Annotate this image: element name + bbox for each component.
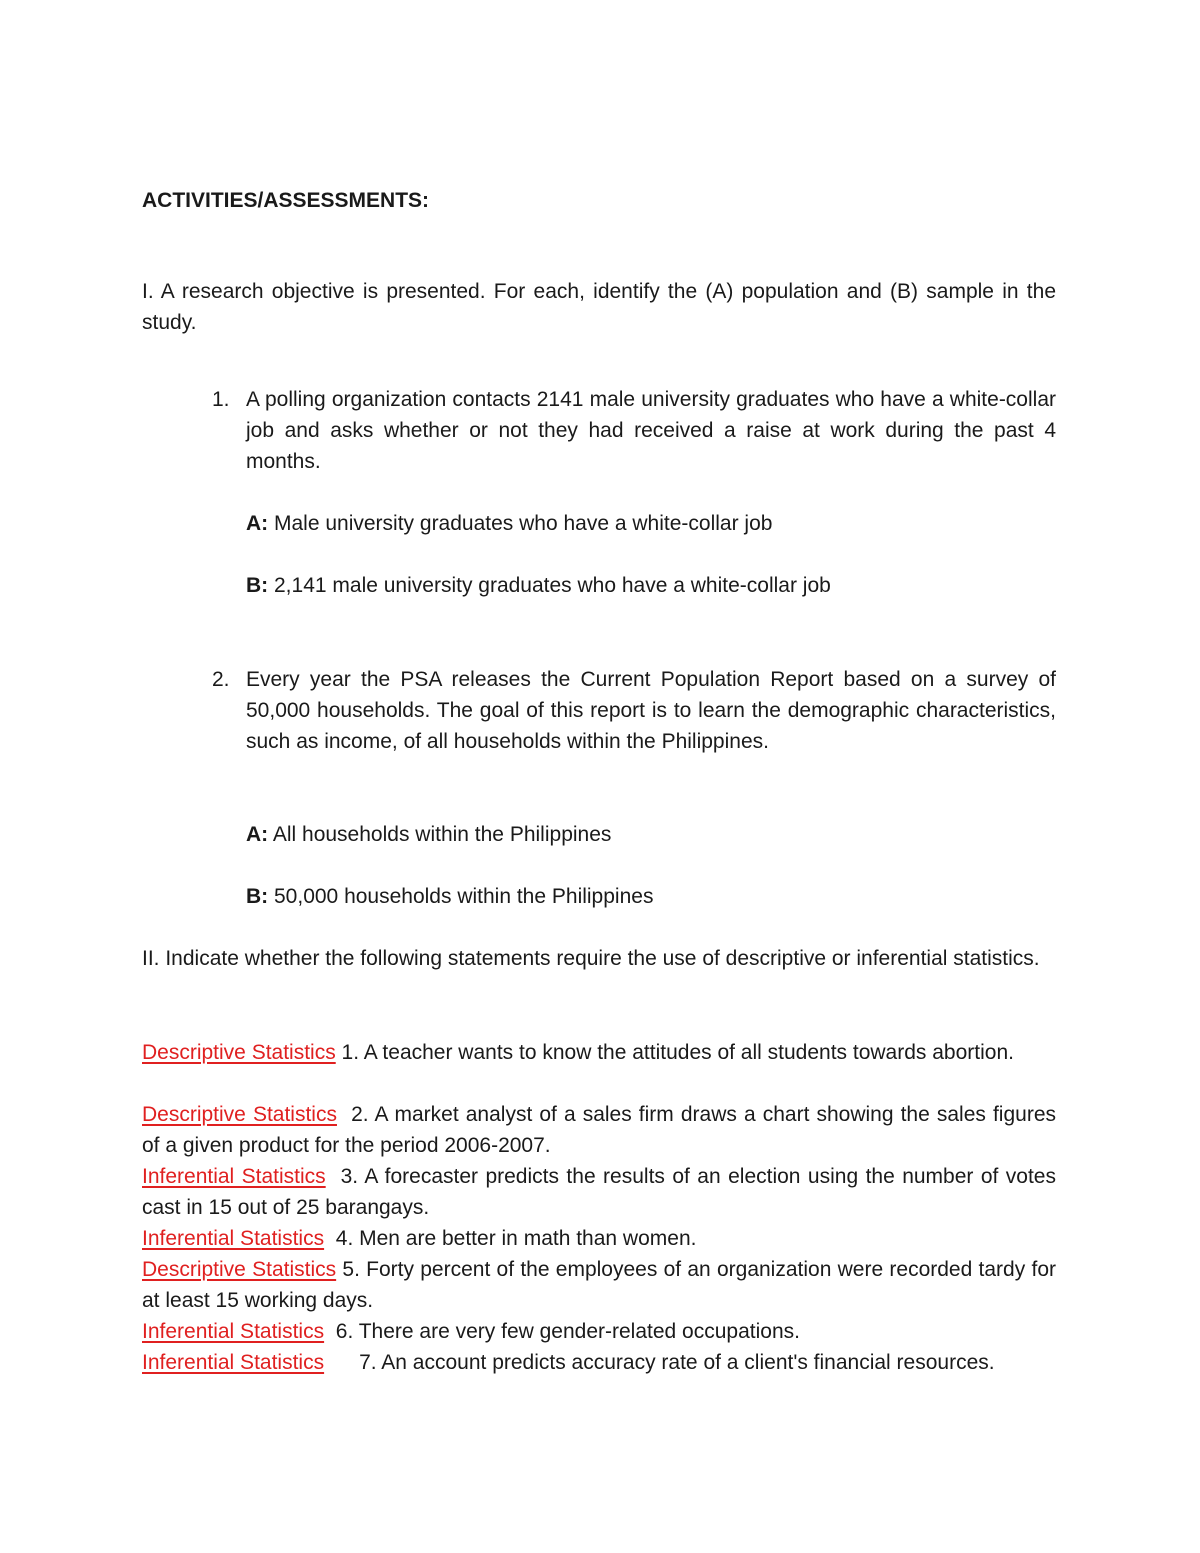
statement-text: 6. There are very few gender-related occupations.: [324, 1320, 800, 1343]
statement-answer: Inferential Statistics: [142, 1351, 325, 1374]
statement-5: [142, 1254, 1056, 1316]
statement-2: [142, 1099, 1062, 1161]
question-number: 1.: [212, 388, 230, 411]
statement-answer: Descriptive Statistics: [142, 1103, 337, 1126]
answer-b-1: [246, 570, 831, 601]
part2-instruction: II. Indicate whether the following statements require the use of descriptive or inferential statistics.: [142, 947, 1040, 970]
statement-1: [142, 1037, 1056, 1068]
answer-label: A:: [246, 823, 269, 846]
statement-answer: Descriptive Statistics: [142, 1258, 337, 1281]
statement-answer: Inferential Statistics: [142, 1320, 325, 1343]
answer-b-2: [246, 881, 653, 912]
question-text: A polling organization contacts 2141 male university graduates who have a white-collar job and asks whether or not they had received a raise at work during the past 4 months.: [246, 388, 1056, 473]
statement-3: [142, 1161, 1062, 1223]
answer-a-2: [246, 819, 611, 850]
statement-text: 5. Forty percent of the employees of an organization were recorded tardy for at least 15 working days.: [142, 1258, 1056, 1312]
statement-answer: Descriptive Statistics: [142, 1041, 336, 1064]
question-text: Every year the PSA releases the Current Population Report based on a survey of 50,000 households. The goal of this report is to learn the demographic characteristics, such as income, of all households within the Philippines.: [246, 668, 1056, 753]
statement-answer: Inferential Statistics: [142, 1165, 326, 1188]
statement-6: [142, 1316, 1056, 1347]
answer-text: Male university graduates who have a white-collar job: [268, 512, 773, 535]
statement-7: [142, 1347, 1056, 1378]
answer-text: All households within the Philippines: [268, 823, 612, 846]
answer-text: 50,000 households within the Philippines: [268, 885, 654, 908]
part1-instruction: I. A research objective is presented. For each, identify the (A) population and (B) sample in the study.: [142, 280, 1056, 334]
question-number: 2.: [212, 668, 230, 691]
statement-text: 7. An account predicts accuracy rate of a client's financial resources.: [324, 1351, 995, 1374]
answer-label: B:: [246, 885, 269, 908]
page-heading: ACTIVITIES/ASSESSMENTS:: [142, 189, 430, 212]
statement-text: 3. A forecaster predicts the results of an election using the number of votes cast in 15 out of 25 barangays.: [142, 1165, 1062, 1219]
answer-label: A:: [246, 512, 269, 535]
statement-text: 4. Men are better in math than women.: [324, 1227, 697, 1250]
statement-4: [142, 1223, 1056, 1254]
answer-text: 2,141 male university graduates who have a white-collar job: [268, 574, 831, 597]
statement-answer: Inferential Statistics: [142, 1227, 325, 1250]
statement-text: 2. A market analyst of a sales firm draws a chart showing the sales figures of a given product for the period 2006-2007.: [142, 1103, 1062, 1157]
statement-text: 1. A teacher wants to know the attitudes of all students towards abortion.: [335, 1041, 1014, 1064]
answer-label: B:: [246, 574, 269, 597]
answer-a-1: [246, 508, 772, 539]
